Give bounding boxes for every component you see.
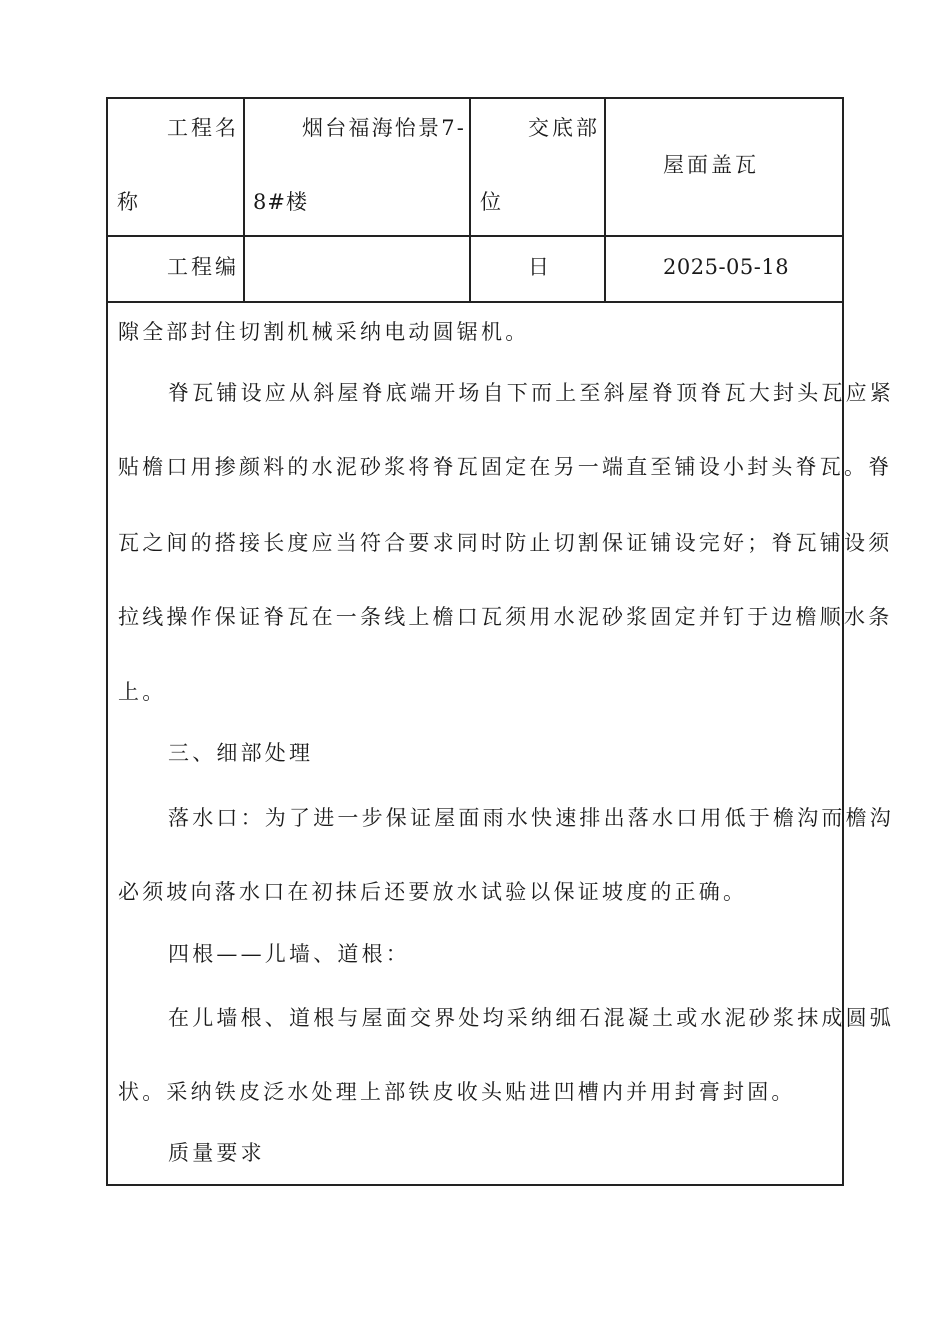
section-heading: 三、细部处理: [168, 741, 314, 765]
project-code-label: 工程编: [167, 255, 239, 279]
section-heading: 质量要求: [168, 1141, 265, 1165]
body-paragraph: 必须坡向落水口在初抹后还要放水试验以保证坡度的正确。: [118, 880, 748, 904]
project-name-label: 工程名: [167, 116, 239, 140]
header-divider: [243, 99, 245, 302]
header-divider: [108, 235, 842, 237]
body-paragraph: 在儿墙根、道根与屋面交界处均采纳细石混凝土或水泥砂浆抹成圆弧: [168, 1006, 894, 1030]
body-paragraph: 隙全部封住切割机械采纳电动圆锯机。: [118, 320, 530, 344]
location-value: 屋面盖瓦: [663, 153, 759, 177]
location-label: 交底部: [528, 116, 600, 140]
body-paragraph: 状。采纳铁皮泛水处理上部铁皮收头贴进凹槽内并用封膏封固。: [118, 1080, 796, 1104]
body-paragraph: 落水口：为了进一步保证屋面雨水快速排出落水口用低于檐沟而檐沟: [168, 806, 894, 830]
body-paragraph: 拉线操作保证脊瓦在一条线上檐口瓦须用水泥砂浆固定并钉于边檐顺水条: [118, 605, 893, 629]
header-divider: [604, 99, 606, 302]
body-paragraph: 贴檐口用掺颜料的水泥砂浆将脊瓦固定在另一端直至铺设小封头脊瓦。脊: [118, 455, 893, 479]
header-divider: [469, 99, 471, 302]
project-name-value: 8#楼: [253, 190, 308, 214]
section-heading: 四根——儿墙、道根：: [168, 942, 410, 966]
date-value: 2025-05-18: [663, 255, 790, 279]
date-label: 日: [528, 255, 552, 279]
disclosure-form: [106, 97, 894, 1186]
project-name-value: 烟台福海怡景7-: [302, 116, 467, 140]
location-label: 位: [480, 190, 504, 214]
body-paragraph: 瓦之间的搭接长度应当符合要求同时防止切割保证铺设完好；脊瓦铺设须: [118, 531, 893, 555]
body-paragraph: 脊瓦铺设应从斜屋脊底端开场自下而上至斜屋脊顶脊瓦大封头瓦应紧: [168, 381, 894, 405]
body-paragraph: 上。: [118, 680, 167, 704]
project-name-label: 称: [117, 190, 141, 214]
header-divider: [108, 301, 842, 303]
